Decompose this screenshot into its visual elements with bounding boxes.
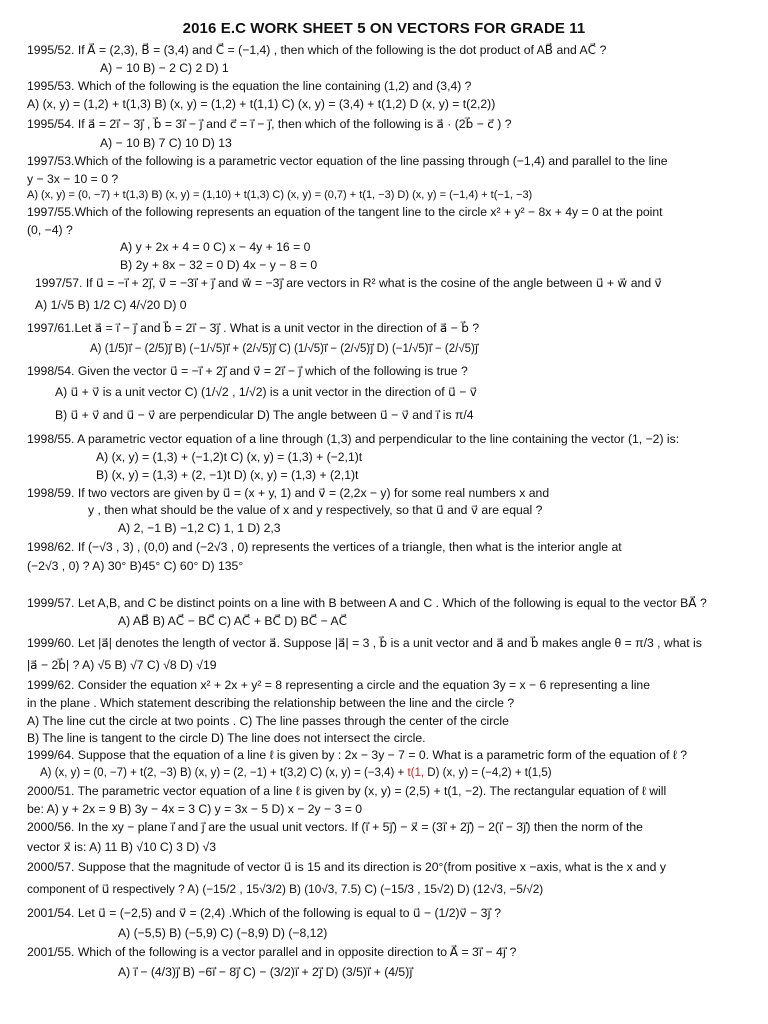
q-1998-59-options: A) 2, −1 B) −1,2 C) 1, 1 D) 2,3	[118, 521, 281, 535]
q-1999-60: 1999/60. Let |a⃗| denotes the length of vector a⃗. Suppose |a⃗| = 3 , b⃗ is a unit vector and a⃗ and b⃗ makes angle θ = π/3 , what is	[27, 636, 702, 650]
q-2000-57-options: component of u⃗ respectively ? A) (−15/2 , 15√3/2) B) (10√3, 7.5) C) (−15/3 , 15√2) D) (12√3, −5/√2)	[27, 882, 544, 896]
q-1999-57: 1999/57. Let A,B, and C be distinct points on a line with B between A and C . Which of the following is equal to the vector BA⃗ ?	[27, 596, 707, 610]
q-1995-53: 1995/53. Which of the following is the equation the line containing (1,2) and (3,4) ?	[27, 79, 472, 93]
q-1999-62-cont: in the plane . Which statement describing the relationship between the line and the circle ?	[27, 696, 515, 710]
q-1997-55-options-ac: A) y + 2x + 4 = 0 C) x − 4y + 16 = 0	[120, 240, 311, 254]
q-1998-54-options-ac: A) u⃗ + v⃗ is a unit vector C) (1/√2 , 1/√2) is a unit vector in the direction of u⃗ − v⃗	[55, 385, 477, 399]
q-1999-64-options	[40, 764, 552, 782]
q-1997-55-options-bd: B) 2y + 8x − 32 = 0 D) 4x − y − 8 = 0	[120, 258, 318, 272]
q-1997-53: 1997/53.Which of the following is a parametric vector equation of the line passing through (−1,4) and parallel to the line	[27, 154, 668, 168]
q-1998-55-options-bd: B) (x, y) = (1,3) + (2, −1)t D) (x, y) = (1,3) + (2,1)t	[96, 468, 359, 482]
q-1998-59: 1998/59. If two vectors are given by u⃗ = (x + y, 1) and v⃗ = (2,2x − y) for some real numbers x and	[27, 486, 550, 500]
q-2001-54: 2001/54. Let u⃗ = (−2,5) and v⃗ = (2,4) .Which of the following is equal to u⃗ − (1/2)v⃗ − 3j⃗ ?	[27, 906, 501, 920]
q-1999-64: 1999/64. Suppose that the equation of a line ℓ is given by : 2x − 3y − 7 = 0. What is a parametric form of the equation of ℓ ?	[27, 748, 687, 762]
q-2000-56: 2000/56. In the xy − plane i⃗ and j⃗ are the usual unit vectors. If (i⃗ + 5j⃗) − x⃗ = (3i⃗ + 2j⃗) − 2(i⃗ − 3j⃗) then the norm of the	[27, 820, 643, 834]
q-1998-55: 1998/55. A parametric vector equation of a line through (1,3) and perpendicular to the line containing the vector (1, −2) is:	[27, 432, 680, 446]
q-1999-64-red-fragment: t(1,	[407, 767, 425, 779]
q-1997-57-options: A) 1/√5 B) 1/2 C) 4/√20 D) 0	[35, 298, 187, 312]
q-1997-57: 1997/57. If u⃗ = −i⃗ + 2j⃗, v⃗ = −3i⃗ + j⃗ and w⃗ = −3j⃗ are vectors in R² what is the cosine of the angle between u⃗ + w⃗ and v⃗	[35, 276, 662, 290]
q-1995-54-options: A) − 10 B) 7 C) 10 D) 13	[100, 136, 232, 150]
q-1995-52: 1995/52. If A⃗ = (2,3), B⃗ = (3,4) and C⃗ = (−1,4) , then which of the following is the dot product of AB⃗ and AC⃗ ?	[27, 43, 607, 57]
q-1999-62-options-bd: B) The line is tangent to the circle D) The line does not intersect the circle.	[27, 731, 426, 745]
q-2001-55: 2001/55. Which of the following is a vector parallel and in opposite direction to A⃗ = 3i⃗ − 4j⃗ ?	[27, 945, 517, 959]
q-1997-61-options: A) (1/5)i⃗ − (2/5)j⃗ B) (−1/√5)i⃗ + (2/√5)j⃗ C) (1/√5)i⃗ − (2/√5)j⃗ D) (−1/√5)i⃗ − (2/√5)j⃗	[90, 343, 479, 355]
q-1997-55-cont: (0, −4) ?	[27, 223, 73, 237]
worksheet-title: 2016 E.C WORK SHEET 5 ON VECTORS FOR GRADE 11	[182, 20, 586, 37]
q-2001-55-options: A) i⃗ − (4/3)j⃗ B) −6i⃗ − 8j⃗ C) − (3/2)i⃗ + 2j⃗ D) (3/5)i⃗ + (4/5)j⃗	[118, 965, 413, 979]
q-2000-51-options: be: A) y + 2x = 9 B) 3y − 4x = 3 C) y = 3x − 5 D) x − 2y − 3 = 0	[27, 802, 362, 816]
q-2000-57: 2000/57. Suppose that the magnitude of vector u⃗ is 15 and its direction is 20°(from positive x −axis, what is the x and y	[27, 860, 666, 874]
q-1999-64-options-main: A) (x, y) = (0, −7) + t(2, −3) B) (x, y) = (2, −1) + t(3,2) C) (x, y) = (−3,4) +	[40, 767, 408, 779]
q-2001-54-options: A) (−5,5) B) (−5,9) C) (−8,9) D) (−8,12)	[118, 926, 328, 940]
q-2000-51: 2000/51. The parametric vector equation of a line ℓ is given by (x, y) = (2,5) + t(1, −2). The rectangular equation of ℓ will	[27, 784, 667, 798]
q-1995-52-options: A) − 10 B) − 2 C) 2 D) 1	[100, 61, 229, 75]
q-1998-54-options-bd: B) u⃗ + v⃗ and u⃗ − v⃗ are perpendicular D) The angle between u⃗ − v⃗ and i⃗ is π/4	[55, 408, 474, 422]
q-1999-64-options-tail: D) (x, y) = (−4,2) + t(1,5)	[424, 767, 552, 779]
q-1997-53-cont: y − 3x − 10 = 0 ?	[27, 172, 119, 186]
q-1999-62-options-ac: A) The line cut the circle at two points . C) The line passes through the center of the circle	[27, 714, 509, 728]
q-2000-56-options: vector x⃗ is: A) 11 B) √10 C) 3 D) √3	[27, 840, 217, 854]
q-1998-62: 1998/62. If (−√3 , 3) , (0,0) and (−2√3 , 0) represents the vertices of a triangle, then what is the interior angle at	[27, 540, 622, 554]
q-1995-54: 1995/54. If a⃗ = 2i⃗ − 3j⃗ , b⃗ = 3i⃗ − j⃗ and c⃗ = i⃗ − j⃗, then which of the following is a⃗ · (2b⃗ − c⃗ ) ?	[27, 117, 512, 131]
q-1997-53-options: A) (x, y) = (0, −7) + t(1,3) B) (x, y) = (1,10) + t(1,3) C) (x, y) = (0,7) + t(1, −3) D) (x, y) = (−1,4) + t(−1, −3)	[27, 189, 533, 201]
q-1999-60-options: |a⃗ − 2b⃗| ? A) √5 B) √7 C) √8 D) √19	[27, 658, 217, 672]
q-1998-55-options-ac: A) (x, y) = (1,3) + (−1,2)t C) (x, y) = (1,3) + (−2,1)t	[96, 450, 363, 464]
q-1998-62-options: (−2√3 , 0) ? A) 30° B)45° C) 60° D) 135°	[27, 559, 244, 573]
q-1997-61: 1997/61.Let a⃗ = i⃗ − j⃗ and b⃗ = 2i⃗ − 3j⃗ . What is a unit vector in the direction of a⃗ − b⃗ ?	[27, 321, 480, 335]
q-1997-55: 1997/55.Which of the following represents an equation of the tangent line to the circle x² + y² − 8x + 4y = 0 at the point	[27, 205, 663, 219]
q-1999-62: 1999/62. Consider the equation x² + 2x + y² = 8 representing a circle and the equation 3y = x − 6 representing a line	[27, 678, 650, 692]
q-1998-54: 1998/54. Given the vector u⃗ = −i⃗ + 2j⃗ and v⃗ = 2i⃗ − j⃗ which of the following is true ?	[27, 364, 468, 378]
q-1999-57-options: A) AB⃗ B) AC⃗ − BC⃗ C) AC⃗ + BC⃗ D) BC⃗ − AC⃗	[118, 614, 348, 628]
q-1995-53-options: A) (x, y) = (1,2) + t(1,3) B) (x, y) = (1,2) + t(1,1) C) (x, y) = (3,4) + t(1,2) D (x, y) = t(2,2))	[27, 97, 496, 111]
q-1998-59-cont: y , then what should be the value of x and y respectively, so that u⃗ and v⃗ are equal ?	[88, 503, 543, 517]
